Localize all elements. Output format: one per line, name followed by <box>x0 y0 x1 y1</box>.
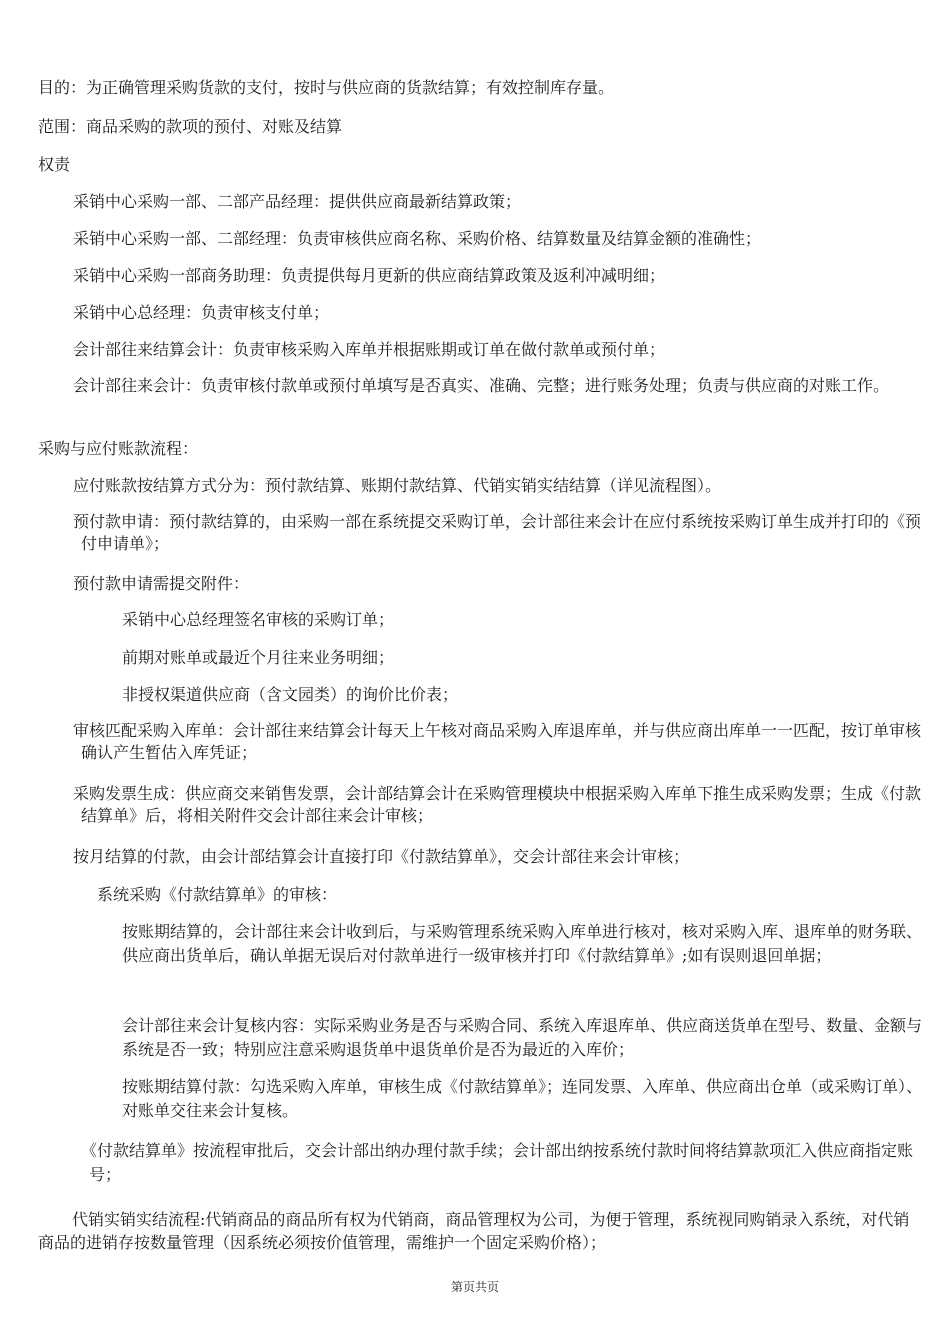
responsibility-item: 采销中心采购一部、二部经理：负责审核供应商名称、采购价格、结算数量及结算金额的准确性； <box>73 229 762 248</box>
responsibility-item: 采销中心总经理：负责审核支付单； <box>73 303 330 322</box>
responsibility-item: 会计部往来会计：负责审核付款单或预付单填写是否真实、准确、完整；进行账务处理；负责与供应商的对账工作。 <box>73 376 890 395</box>
responsibility-item: 采销中心采购一部、二部产品经理：提供供应商最新结算政策； <box>73 192 522 211</box>
system-audit-item: 按账期结算的，会计部往来会计收到后，与采购管理系统采购入库单进行核对，核对采购入库、退库单的财务联、供应商出货单后，确认单据无误后对付款单进行一级审核并打印《付款结算单》;如有误则退回单据； <box>122 922 923 965</box>
scope-paragraph: 范围：商品采购的款项的预付、对账及结算 <box>38 117 343 136</box>
responsibility-item: 采销中心采购一部商务助理：负责提供每月更新的供应商结算政策及返利冲减明细； <box>73 266 666 285</box>
responsibility-item: 会计部往来结算会计：负责审核采购入库单并根据账期或订单在做付款单或预付单； <box>73 340 666 359</box>
monthly-settlement-paragraph: 按月结算的付款，由会计部结算会计直接打印《付款结算单》，交会计部往来会计审核； <box>73 847 690 866</box>
invoice-generation-paragraph: 采购发票生成：供应商交来销售发票，会计部结算会计在采购管理模块中根据采购入库单下推生成采购发票；生成《付款结算单》后，将相关附件交会计部往来会计审核； <box>73 784 922 825</box>
responsibilities-heading: 权责 <box>38 155 71 174</box>
attachment-item: 采销中心总经理签名审核的采购订单； <box>122 610 395 629</box>
attachment-item: 非授权渠道供应商（含文园类）的询价比价表； <box>122 685 459 704</box>
prepay-application-paragraph: 预付款申请：预付款结算的，由采购一部在系统提交采购订单，会计部往来会计在应付系统按采购订单生成并打印的《预付申请单》； <box>73 512 922 553</box>
purpose-paragraph: 目的：为正确管理采购货款的支付，按时与供应商的货款结算；有效控制库存量。 <box>38 78 615 97</box>
system-audit-item: 会计部往来会计复核内容：实际采购业务是否与采购合同、系统入库退库单、供应商送货单在型号、数量、金额与系统是否一致；特别应注意采购退货单中退货单价是否为最近的入库价； <box>122 1016 923 1059</box>
attachments-heading: 预付款申请需提交附件： <box>73 574 250 593</box>
page-footer: 第页共页 <box>450 1280 499 1294</box>
consignment-paragraph: 代销实销实结流程:代销商品的商品所有权为代销商，商品管理权为公司，为便于管理，系统视同购销录入系统，对代销商品的进销存按数量管理（因系统必须按价值管理，需维护一个固定采购价格）； <box>38 1210 910 1252</box>
audit-match-paragraph: 审核匹配采购入库单：会计部往来结算会计每天上午核对商品采购入库退库单，并与供应商出库单一一匹配，按订单审核确认产生暂估入库凭证； <box>73 721 922 762</box>
process-heading: 采购与应付账款流程： <box>38 439 199 458</box>
settlement-methods-paragraph: 应付账款按结算方式分为：预付款结算、账期付款结算、代销实销实结结算（详见流程图）。 <box>73 476 722 495</box>
payment-process-paragraph: 《付款结算单》按流程审批后，交会计部出纳办理付款手续；会计部出纳按系统付款时间将结算款项汇入供应商指定账号； <box>81 1141 914 1184</box>
attachment-item: 前期对账单或最近个月往来业务明细； <box>122 648 395 667</box>
system-audit-item: 按账期结算付款：勾选采购入库单，审核生成《付款结算单》；连同发票、入库单、供应商出仓单（或采购订单）、对账单交往来会计复核。 <box>122 1077 923 1120</box>
system-audit-heading: 系统采购《付款结算单》的审核： <box>97 885 338 904</box>
